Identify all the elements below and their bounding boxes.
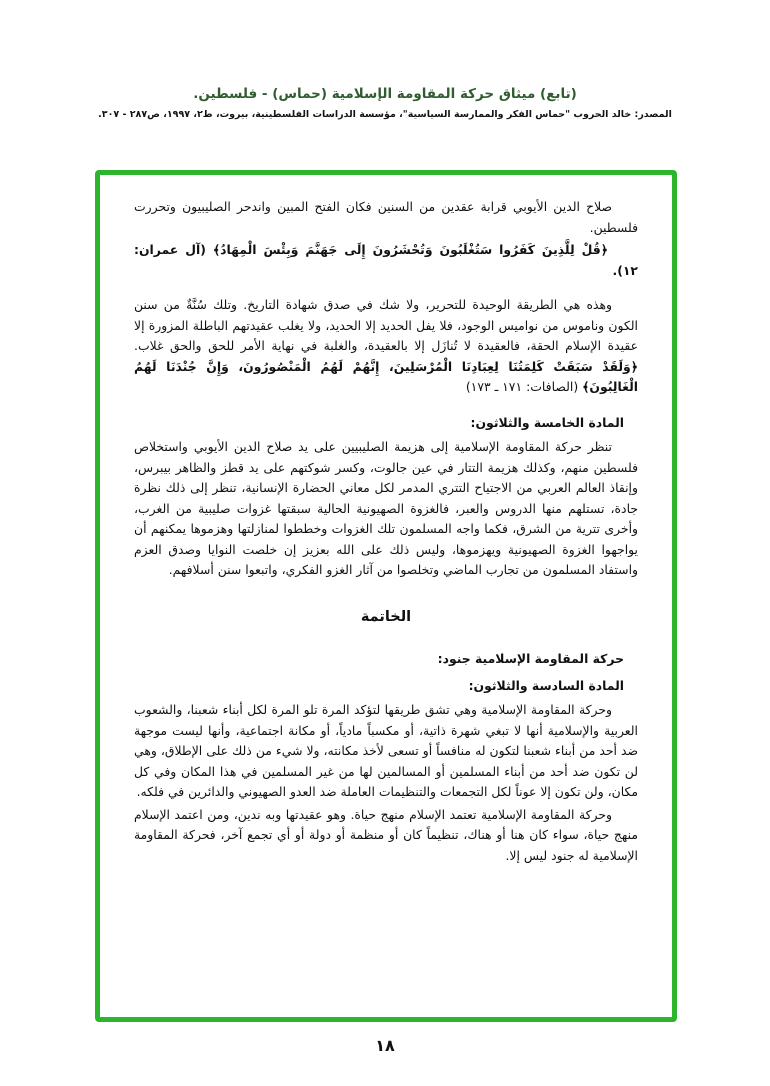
heading-article-35: المادة الخامسة والثلاثون: (470, 414, 624, 430)
verse-reference: (الصافات: ١٧١ ـ ١٧٣) (465, 379, 583, 394)
document-title: (تابع) ميثاق حركة المقاومة الإسلامية (حماس) - فلسطين. (193, 86, 577, 102)
heading-article-36: المادة السادسة والثلاثون: (468, 677, 624, 693)
paragraph-article-35: تنظر حركة المقاومة الإسلامية إلى هزيمة الصليبيين على يد صلاح الدين الأيوبي واستخلاص فلسطين منهم، وكذلك هزيمة التتار في عين جالوت، وكسر شوكتهم على يد قطز والظاهر بيبرس، وإنقاذ العالم العربي من الاجتياح التتري المدمر لكل معاني الحضارة الإنسانية، تنظر إلى ذلك نظرة جادة، تستلهم منها الدروس والعبر، فالغزوة الصهيونية الحالية سبقتها غزوات صليبية من الغرب، وأخرى تترية من الشرق، فكما واجه المسلمون تلك الغزوات وخططوا لمنازلتها وهزموها يمكنهم أن يواجهوا الغزوة الصهيونية ويهزموها، وليس ذلك على الله بعزيز إن خلصت النوايا وصدق العزم واستفاد المسلمون من تجارب الماضي وتخلصوا من آثار الغزو الفكري، واتبعوا سنن أسلافهم. (134, 439, 638, 577)
document-source-citation: المصدر: خالد الحروب "حماس الفكر والممارسة السياسية"، مؤسسة الدراسات الفلسطينية، بيروت، ط٢، ١٩٩٧، ص٢٨٧ - ٣٠٧. (98, 109, 672, 120)
paragraph-saladin-liberation: صلاح الدين الأيوبي قرابة عقدين من السنين فكان الفتح المبين واندحر الصليبيون وتحررت فلسطين. (134, 199, 638, 235)
chapter-heading-conclusion: الخاتمة (360, 608, 412, 625)
page-number: ١٨ (375, 1036, 395, 1055)
quran-verse-al-imran: ﴿قُلْ لِلَّذِينَ كَفَرُوا سَتُغْلَبُونَ وَتُحْشَرُونَ إِلَى جَهَنَّمَ وَبِئْسَ الْمِهَادُ﴾ (آل عمران: ١٢). (134, 242, 638, 278)
charter-text-frame (95, 170, 677, 1022)
paragraph-only-way (134, 295, 638, 398)
paragraph-article-36-second: وحركة المقاومة الإسلامية تعتمد الإسلام منهج حياة. وهو عقيدتها وبه ندين، ومن اعتمد الإسلام منهج حياة، سواء كان هنا أو هناك، تنظيماً كان أو منظمة أو دولة أو أي تجمع آخر، فحركة المقاومة الإسلامية له جنود ليس إلا. (134, 806, 638, 863)
quran-verse-as-saffat: ﴿وَلَقَدْ سَبَقَتْ كَلِمَتُنَا لِعِبَادِنَا الْمُرْسَلِينَ، إِنَّهُمْ لَهُمُ الْمَنْصُورُونَ، وَإِنَّ جُنْدَنَا لَهُمُ الْغَالِبُونَ﴾ (134, 358, 638, 394)
paragraph-article-36-first: وحركة المقاومة الإسلامية وهي تشق طريقها لتؤكد المرة تلو المرة لكل أبناء شعبنا، والشعوب العربية والإسلامية أنها لا تبغي شهرة ذاتية، أو مكسباً مادياً، أو مكانة اجتماعية، وأنها ليست موجهة ضد أحد من أبناء شعبنا لتكون له منافساً أو تسعى لأخذ مكانته، ولا شيء من ذلك على الإطلاق، وهي لن تكون ضد أحد من أبناء المسلمين أو المسالمين لها من غير المسلمين في هذا المكان وفي كل مكان، ولن تكون إلا عوناً لكل التجمعات والتنظيمات العاملة ضد العدو الصهيوني والدائرين في فلكه. (134, 702, 638, 799)
subheading-hamas-soldiers: حركة المقاومة الإسلامية جنود: (437, 651, 624, 666)
paragraph-lead-text: وهذه هي الطريقة الوحيدة للتحرير، ولا شك في صدق شهادة التاريخ. وتلك سُنَّةٌ من سنن الكون وناموس من نواميس الوجود، فلا يفل الحديد إلا الحديد، ولا يغلب عقيدتهم الباطلة المزورة إلا عقيدة الإسلام الحقة، فالعقيدة لا تُنازَل إلا بالعقيدة، والغلبة في نهاية الأمر للحق والحق غلاب. (134, 297, 638, 353)
